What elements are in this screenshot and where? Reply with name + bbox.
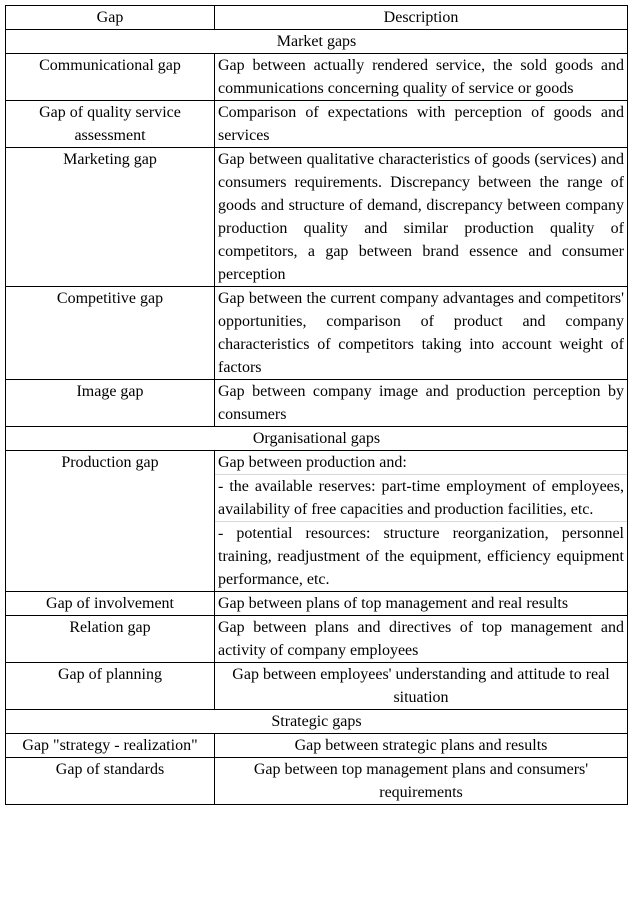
gap-name: Production gap	[6, 451, 215, 592]
description-line: - the available reserves: part-time employment of employees, availability of free capacities and production facilities, etc.	[215, 475, 627, 522]
gap-description: Gap between the current company advantages and competitors' opportunities, comparison of product and company characteristics of competitors taking into account weight of factors	[215, 287, 628, 380]
gap-description: Gap between strategic plans and results	[215, 734, 628, 758]
gap-description: Gap between company image and production perception by consumers	[215, 380, 628, 427]
section-row-strategic	[6, 710, 628, 734]
section-row-organisational	[6, 427, 628, 451]
section-title-strategic: Strategic gaps	[6, 710, 628, 734]
section-row-market	[6, 30, 628, 54]
gap-description: Gap between top management plans and consumers' requirements	[215, 758, 628, 805]
table-row-production	[6, 451, 628, 592]
section-title-market: Market gaps	[6, 30, 628, 54]
gap-name: Gap of involvement	[6, 592, 215, 616]
gap-description: Gap between qualitative characteristics of goods (services) and consumers requirements. Discrepancy between the range of goods and structure of demand, discrepancy between company production quality and similar production quality of competitors, a gap between brand essence and consumer perception	[215, 148, 628, 287]
gap-description: Gap between actually rendered service, the sold goods and communications concerning quality of service or goods	[215, 54, 628, 101]
gaps-table	[5, 5, 628, 805]
table-row-involvement	[6, 592, 628, 616]
gap-name: Gap of quality service assessment	[6, 101, 215, 148]
section-title-organisational: Organisational gaps	[6, 427, 628, 451]
table-row-standards	[6, 758, 628, 805]
table-row-competitive	[6, 287, 628, 380]
gap-name: Relation gap	[6, 616, 215, 663]
table-row-communicational	[6, 54, 628, 101]
table-row-planning	[6, 663, 628, 710]
gap-name: Marketing gap	[6, 148, 215, 287]
gap-name: Competitive gap	[6, 287, 215, 380]
gap-description: Comparison of expectations with perception of goods and services	[215, 101, 628, 148]
gap-name: Gap of planning	[6, 663, 215, 710]
description-line: Gap between production and:	[215, 451, 627, 475]
gap-name: Gap "strategy - realization"	[6, 734, 215, 758]
description-line: - potential resources: structure reorganization, personnel training, readjustment of the equipment, efficiency equipment performance, etc.	[218, 525, 624, 588]
gap-description-multi	[215, 451, 628, 592]
table-row-relation	[6, 616, 628, 663]
header-gap: Gap	[6, 6, 215, 30]
table-row-quality-assessment	[6, 101, 628, 148]
table-row-marketing	[6, 148, 628, 287]
table-row-image	[6, 380, 628, 427]
gap-name: Image gap	[6, 380, 215, 427]
table-row-strategy-realization	[6, 734, 628, 758]
gap-name: Communicational gap	[6, 54, 215, 101]
gap-name: Gap of standards	[6, 758, 215, 805]
gap-description: Gap between plans and directives of top management and activity of company employees	[215, 616, 628, 663]
gap-description: Gap between plans of top management and real results	[215, 592, 628, 616]
gap-description: Gap between employees' understanding and attitude to real situation	[215, 663, 628, 710]
header-description: Description	[215, 6, 628, 30]
header-row	[6, 6, 628, 30]
